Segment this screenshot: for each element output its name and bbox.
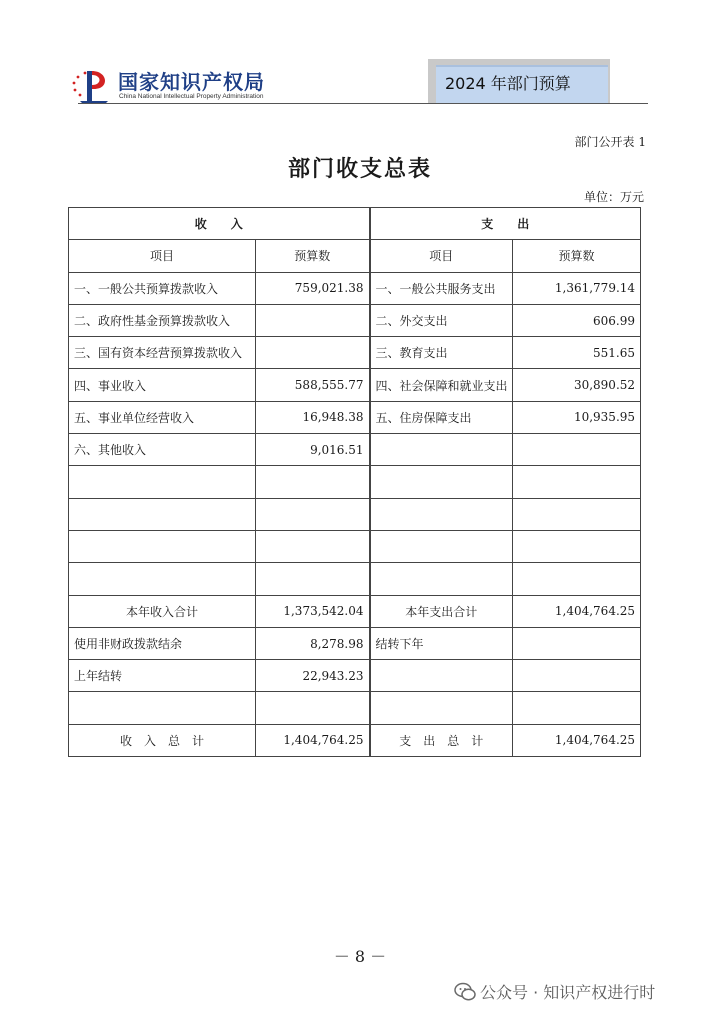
document-title: 部门收支总表 (287, 156, 432, 182)
table-row (69, 498, 641, 530)
income-value (256, 530, 370, 562)
table-row (69, 272, 641, 304)
org-name-cn: 国家知识产权局 (118, 70, 265, 94)
form-code: 部门公开表 1 (574, 135, 646, 149)
expense-subtotal-label: 本年支出合计 (370, 595, 513, 627)
expense-value: 551.65 (513, 337, 641, 369)
income-item-header: 项目 (69, 240, 256, 272)
expense-label (370, 563, 513, 595)
table-section-header-row (69, 208, 641, 240)
income-label: 二、政府性基金预算拨款收入 (69, 304, 256, 336)
income-label (69, 530, 256, 562)
income-value (256, 692, 370, 724)
expense-header: 支 出 (370, 208, 641, 240)
income-amount-header: 预算数 (256, 240, 370, 272)
table-row (69, 563, 641, 595)
income-value: 16,948.38 (256, 401, 370, 433)
expense-value: 10,935.95 (513, 401, 641, 433)
expense-value: 1,361,779.14 (513, 272, 641, 304)
income-value: 9,016.51 (256, 434, 370, 466)
income-label (69, 692, 256, 724)
table-row (69, 369, 641, 401)
expense-value: 606.99 (513, 304, 641, 336)
expense-label: 五、住房保障支出 (370, 401, 513, 433)
income-label: 使用非财政拨款结余 (69, 627, 256, 659)
table-row (69, 337, 641, 369)
income-value: 759,021.38 (256, 272, 370, 304)
income-label: 五、事业单位经营收入 (69, 401, 256, 433)
income-value: 22,943.23 (256, 660, 370, 692)
income-value (256, 563, 370, 595)
expense-label: 四、社会保障和就业支出 (370, 369, 513, 401)
table-row (69, 692, 641, 724)
income-label: 一、一般公共预算拨款收入 (69, 272, 256, 304)
income-label: 上年结转 (69, 660, 256, 692)
expense-value (513, 627, 641, 659)
expense-label (370, 498, 513, 530)
income-value (256, 304, 370, 336)
page-number: － 8 － (333, 947, 387, 966)
table-row (69, 434, 641, 466)
income-label (69, 563, 256, 595)
expense-value (513, 466, 641, 498)
income-label: 三、国有资本经营预算拨款收入 (69, 337, 256, 369)
expense-label (370, 660, 513, 692)
budget-summary-table (68, 207, 641, 757)
income-value (256, 337, 370, 369)
grand-total-row (69, 724, 641, 756)
expense-label (370, 434, 513, 466)
income-subtotal-label: 本年收入合计 (69, 595, 256, 627)
expense-value (513, 563, 641, 595)
table-row (69, 660, 641, 692)
wechat-icon (454, 982, 476, 1002)
expense-label: 三、教育支出 (370, 337, 513, 369)
income-value (256, 498, 370, 530)
income-subtotal-value: 1,373,542.04 (256, 595, 370, 627)
table-row (69, 466, 641, 498)
table-row (69, 530, 641, 562)
expense-label: 二、外交支出 (370, 304, 513, 336)
cnipa-logo-icon (70, 65, 116, 105)
expense-label: 结转下年 (370, 627, 513, 659)
expense-item-header: 项目 (370, 240, 513, 272)
subtotal-row (69, 595, 641, 627)
income-label: 四、事业收入 (69, 369, 256, 401)
table-row (69, 627, 641, 659)
unit-label: 单位：万元 (583, 190, 644, 204)
income-header: 收 入 (69, 208, 370, 240)
expense-value (513, 692, 641, 724)
income-label (69, 498, 256, 530)
watermark-text: 公众号 · 知识产权进行时 (480, 983, 656, 1002)
budget-title: 2024 年部门预算 (445, 74, 571, 93)
header-divider (78, 103, 648, 104)
table-row (69, 401, 641, 433)
income-value: 8,278.98 (256, 627, 370, 659)
income-total-value: 1,404,764.25 (256, 724, 370, 756)
income-total-label: 收 入 总 计 (69, 724, 256, 756)
expense-amount-header: 预算数 (513, 240, 641, 272)
expense-value (513, 498, 641, 530)
expense-label: 一、一般公共服务支出 (370, 272, 513, 304)
page-header (0, 0, 720, 110)
expense-value (513, 530, 641, 562)
income-value (256, 466, 370, 498)
expense-label (370, 466, 513, 498)
expense-value (513, 434, 641, 466)
table-row (69, 304, 641, 336)
expense-label (370, 692, 513, 724)
expense-value: 30,890.52 (513, 369, 641, 401)
income-label: 六、其他收入 (69, 434, 256, 466)
expense-value (513, 660, 641, 692)
income-value: 588,555.77 (256, 369, 370, 401)
table-column-header-row (69, 240, 641, 272)
expense-total-value: 1,404,764.25 (513, 724, 641, 756)
org-name-en: China National Intellectual Property Administration (119, 93, 264, 100)
income-label (69, 466, 256, 498)
expense-subtotal-value: 1,404,764.25 (513, 595, 641, 627)
expense-label (370, 530, 513, 562)
expense-total-label: 支 出 总 计 (370, 724, 513, 756)
